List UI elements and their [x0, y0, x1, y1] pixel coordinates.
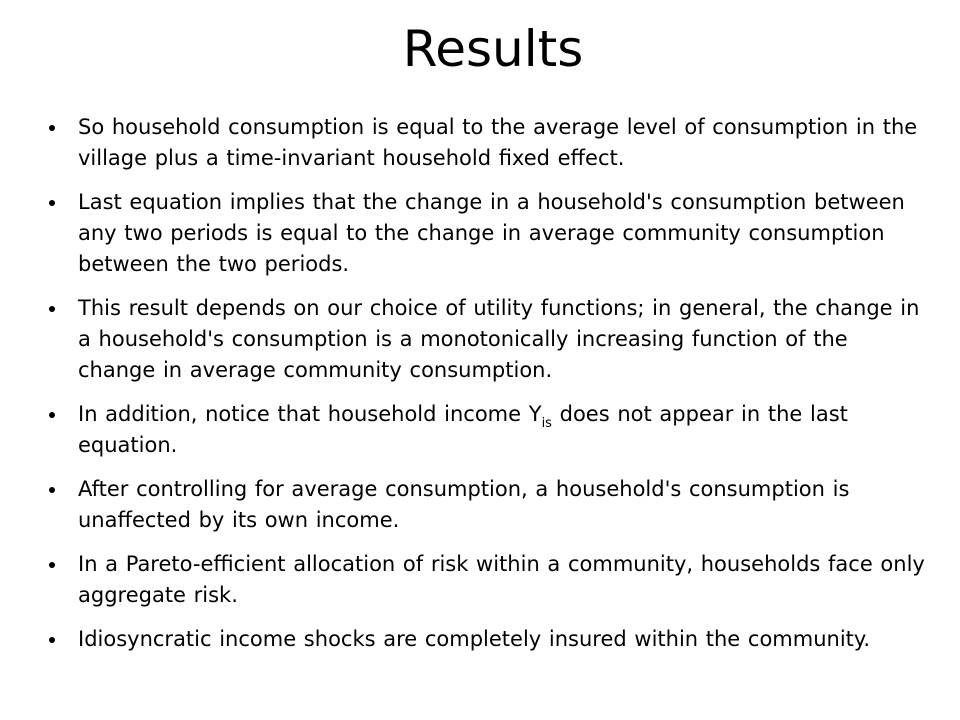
- bullet-item: [48, 549, 928, 611]
- bullet-item: [48, 112, 928, 174]
- bullet-text: Idiosyncratic income shocks are completely insured within the community.: [78, 627, 871, 651]
- bullet-list: [48, 112, 928, 668]
- bullet-text: This result depends on our choice of utility functions; in general, the change in a household's consumption is a monotonically increasing function of the change in average community consumption.: [78, 296, 920, 382]
- bullet-text-after-subscript: does not appear in the last equation.: [78, 402, 848, 457]
- bullet-item: [48, 474, 928, 536]
- bullet-text: Last equation implies that the change in a household's consumption between any two periods is equal to the change in average community consumption between the two periods.: [78, 190, 905, 276]
- slide-title: Results: [402, 20, 584, 78]
- bullet-text-before-subscript: In addition, notice that household income Y: [78, 402, 542, 426]
- bullet-item: [48, 624, 928, 655]
- bullet-text: So household consumption is equal to the average level of consumption in the village plus a time-invariant household fixed effect.: [78, 115, 918, 170]
- bullet-text: After controlling for average consumption, a household's consumption is unaffected by its own income.: [78, 477, 850, 532]
- bullet-item: [48, 399, 928, 461]
- bullet-item: [48, 187, 928, 280]
- bullet-item: [48, 293, 928, 386]
- bullet-text: In a Pareto-efficient allocation of risk within a community, households face only aggregate risk.: [78, 552, 925, 607]
- income-subscript: is: [541, 416, 552, 431]
